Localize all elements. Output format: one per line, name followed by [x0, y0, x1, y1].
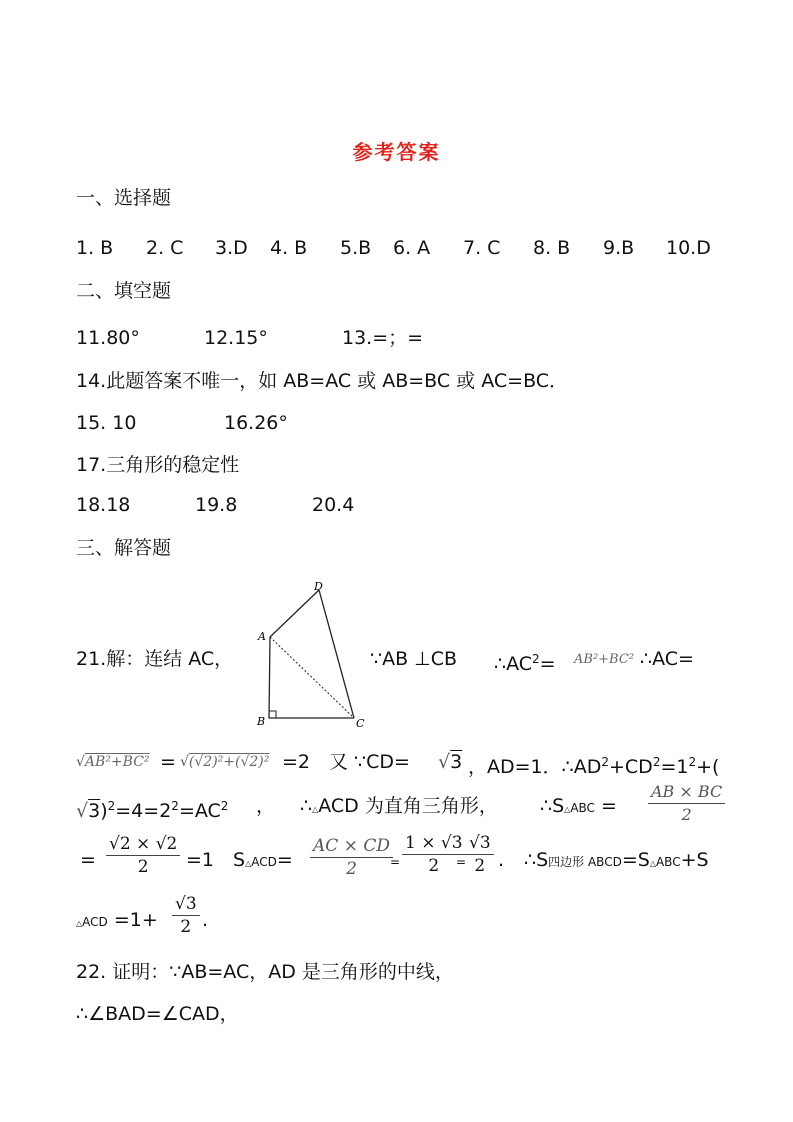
q21-equals: =	[160, 751, 176, 773]
choice-answer: 5.B	[340, 237, 372, 259]
fill-answer-12: 12.15°	[204, 327, 268, 349]
vertex-label-a: A	[258, 630, 266, 643]
q21-eq-a: =	[80, 849, 96, 871]
q21-eq-small-1: =	[390, 855, 401, 869]
q21-fraction-1root3: $\frac{1 \times √3}{2}$	[402, 832, 466, 877]
q21-sum-result: $√3)^2=4=2^2=AC^2$	[76, 799, 229, 822]
right-angle-mark	[269, 711, 276, 718]
choice-answer: 3.D	[215, 237, 248, 259]
choice-answer: 1. B	[76, 237, 114, 259]
q21-ac-equals: ∴AC=	[640, 648, 694, 670]
q21-eq-small-2: =	[456, 855, 467, 869]
q21-period: .	[498, 849, 505, 871]
fill-answer-20: 20.4	[312, 494, 355, 516]
segment-dc	[319, 590, 354, 718]
q21-final: △ACD =1+	[76, 909, 158, 931]
quadrilateral-figure	[250, 578, 375, 736]
q22-line-2: ∴∠BAD=∠CAD，	[76, 1003, 239, 1025]
choice-answer: 10.D	[666, 237, 711, 259]
page-title: 参考答案	[352, 140, 441, 164]
fill-answer-18: 18.18	[76, 494, 131, 516]
fill-answer-15: 15. 10	[76, 412, 137, 434]
q21-right-triangle: ∴△ACD 为直角三角形，	[300, 795, 498, 817]
q21-intro: 21.解：连结 AC，	[76, 648, 234, 670]
q21-eq-one: =1	[186, 849, 215, 871]
q21-final-period: .	[202, 909, 209, 931]
q21-ad-sum: ，AD=1．$\therefore AD^2+CD^2=1^2+$(	[468, 755, 720, 778]
choice-answer: 7. C	[463, 237, 501, 259]
choice-answer: 6. A	[393, 237, 431, 259]
section-heading-solution: 三、解答题	[76, 537, 172, 559]
q21-fraction-root3: $\frac{√3}{2}$	[466, 832, 494, 877]
choice-answer: 2. C	[146, 237, 184, 259]
fill-answer-13: 13.=；=	[342, 327, 424, 349]
q21-fraction-ab-bc: $\frac{AB \times BC}{2}$	[648, 781, 725, 826]
vertex-label-b: B	[257, 715, 266, 728]
q21-area-quad: ∴S四边形 ABCD=S△ABC+S	[524, 849, 709, 871]
q21-area-acd: S△ACD=	[233, 849, 293, 871]
q21-perpendicular: ∵AB ⊥CB	[370, 648, 458, 670]
q21-final-fraction: $\frac{√3}{2}$	[172, 893, 200, 938]
section-heading-choice: 一、选择题	[76, 187, 172, 209]
fill-answer-19: 19.8	[195, 494, 238, 516]
q21-cd-value: =2 又 ∵CD=	[282, 751, 410, 773]
fill-answer-17: 17.三角形的稳定性	[76, 454, 240, 476]
q21-sqrt3: √3	[438, 751, 463, 773]
fill-answer-16: 16.26°	[224, 412, 288, 434]
segment-da	[270, 590, 319, 637]
choice-answer: 4. B	[270, 237, 308, 259]
q21-fraction-ac-cd: $\frac{AC \times CD}{2}$	[310, 835, 393, 880]
q21-fraction-root2: $\frac{√2 \times √2}{2}$	[106, 833, 180, 878]
segment-ac-dashed	[270, 637, 354, 718]
fill-answer-11: 11.80°	[76, 327, 140, 349]
q21-sqrt-sum: √(√2)²+(√2)²	[180, 754, 270, 770]
choice-answer: 9.B	[603, 237, 635, 259]
q21-formula-image: AB²+BC²	[574, 652, 634, 667]
q21-comma: ，	[256, 795, 276, 817]
q21-sqrt-formula: √AB²+BC²	[76, 754, 150, 770]
q21-ac-squared: $\therefore AC^2=$	[494, 652, 556, 675]
vertex-label-d: D	[314, 580, 323, 593]
section-heading-fill: 二、填空题	[76, 280, 172, 302]
vertex-label-c: C	[356, 717, 365, 730]
choice-answer: 8. B	[533, 237, 571, 259]
q21-area-abc: ∴S△ABC =	[540, 795, 617, 817]
q22-line-1: 22. 证明：∵AB=AC，AD 是三角形的中线，	[76, 961, 454, 983]
segment-ab	[269, 637, 270, 718]
fill-answer-14: 14.此题答案不唯一，如 AB=AC 或 AB=BC 或 AC=BC．	[76, 370, 569, 392]
